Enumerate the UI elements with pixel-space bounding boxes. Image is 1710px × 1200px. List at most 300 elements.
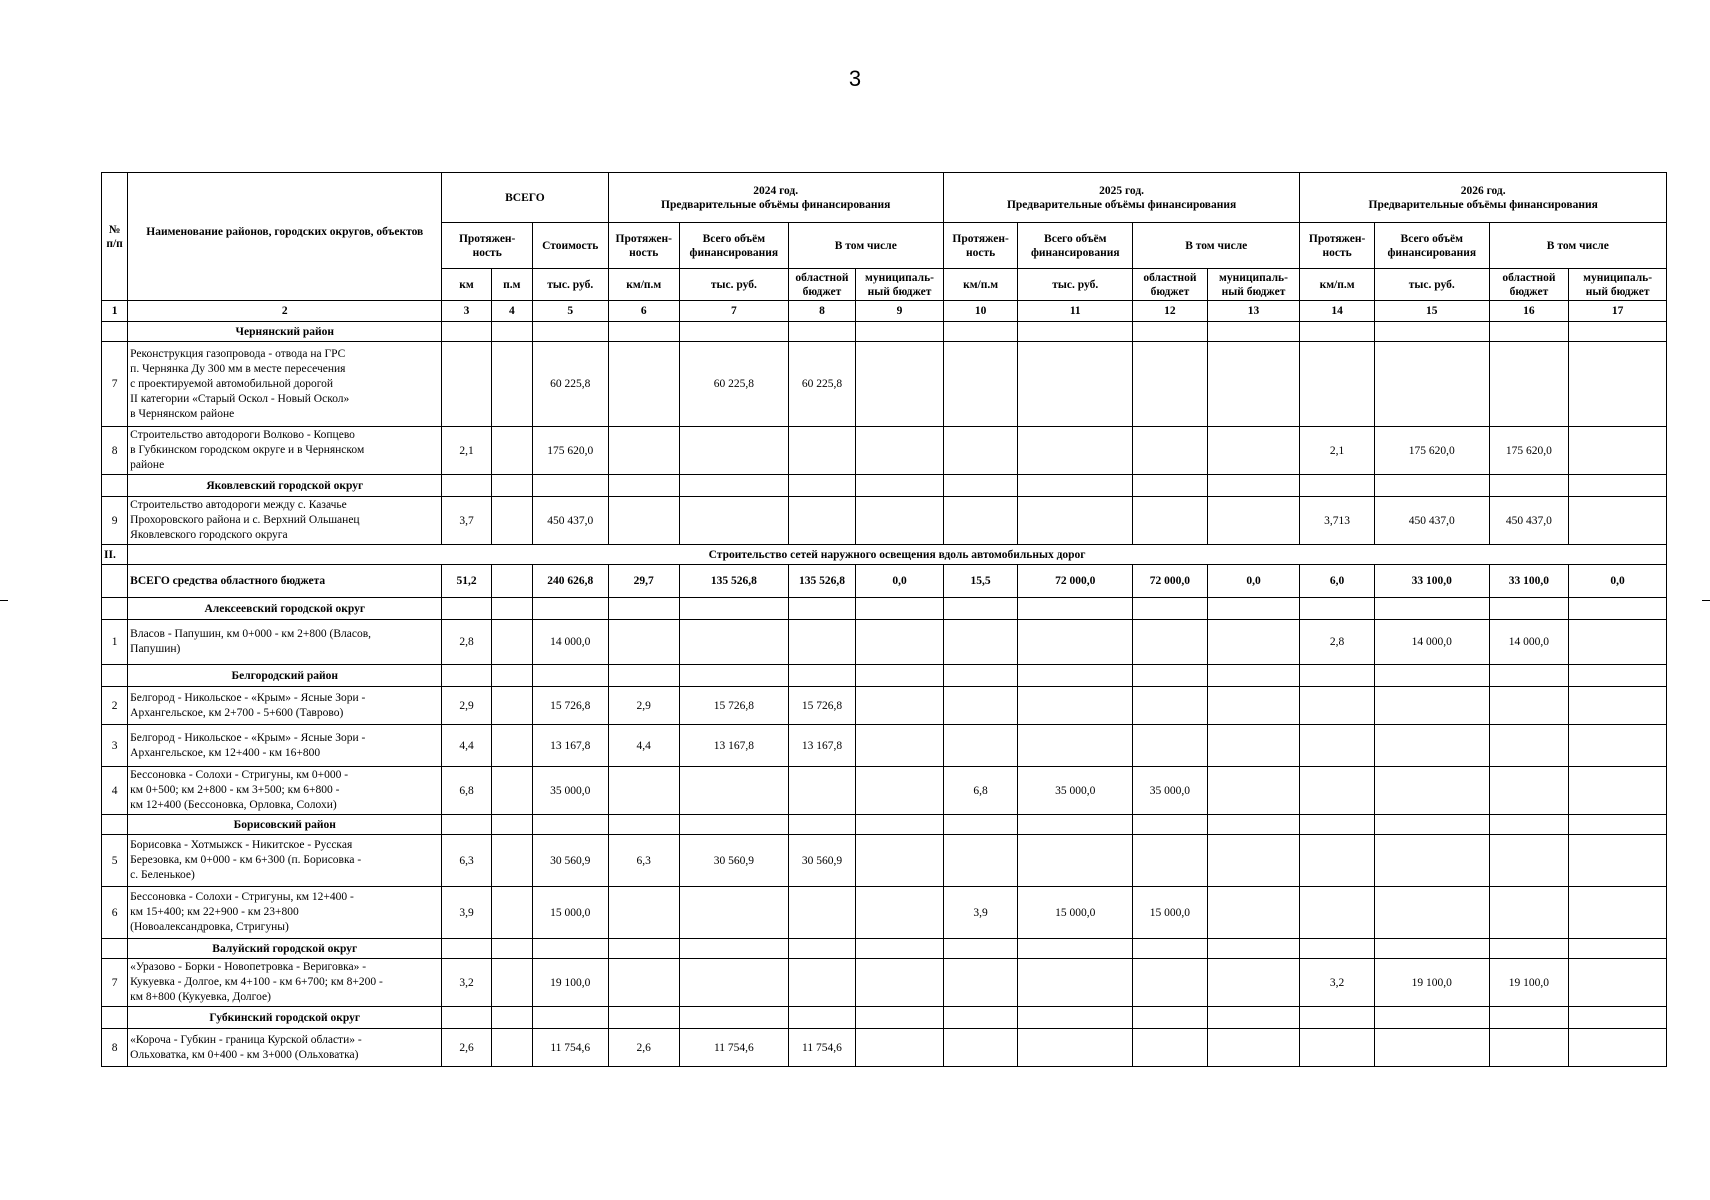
empty-cell — [1374, 665, 1489, 687]
value-cell: 11 754,6 — [679, 1029, 788, 1067]
empty-cell — [1207, 322, 1300, 342]
value-cell — [1489, 887, 1569, 939]
value-cell — [1569, 887, 1667, 939]
value-cell: 6,8 — [943, 767, 1018, 815]
value-cell — [1018, 1029, 1133, 1067]
unit-kmpm-2026: км/п.м — [1300, 269, 1375, 301]
num-cell — [102, 939, 128, 959]
value-cell — [856, 1029, 944, 1067]
value-cell — [1569, 620, 1667, 665]
district-row — [102, 475, 1667, 497]
district-name: Чернянский район — [128, 322, 442, 342]
index-cell: 3 — [442, 301, 491, 322]
empty-cell — [679, 1007, 788, 1029]
value-cell — [1018, 835, 1133, 887]
num-cell: 7 — [102, 342, 128, 427]
empty-cell — [1133, 475, 1208, 497]
value-cell: 33 100,0 — [1489, 565, 1569, 598]
value-cell — [442, 342, 491, 427]
value-cell — [788, 620, 855, 665]
district-row — [102, 322, 1667, 342]
object-name: «Короча - Губкин - граница Курской области» - Ольховатка, км 0+400 - км 3+000 (Ольховатка) — [128, 1029, 442, 1067]
value-cell: 30 560,9 — [532, 835, 608, 887]
value-cell: 60 225,8 — [679, 342, 788, 427]
district-name: Губкинский городской округ — [128, 1007, 442, 1029]
value-cell — [1018, 427, 1133, 475]
num-cell — [102, 1007, 128, 1029]
value-cell: 51,2 — [442, 565, 491, 598]
empty-cell — [788, 322, 855, 342]
value-cell — [1489, 1029, 1569, 1067]
value-cell — [1133, 497, 1208, 545]
value-cell: 175 620,0 — [1374, 427, 1489, 475]
value-cell — [1300, 887, 1375, 939]
empty-cell — [856, 475, 944, 497]
table-row — [102, 342, 1667, 427]
district-row — [102, 598, 1667, 620]
value-cell: 19 100,0 — [532, 959, 608, 1007]
num-cell: 6 — [102, 887, 128, 939]
value-cell: 14 000,0 — [1489, 620, 1569, 665]
value-cell: 15 000,0 — [1018, 887, 1133, 939]
empty-cell — [788, 815, 855, 835]
index-cell: 14 — [1300, 301, 1375, 322]
value-cell — [1018, 687, 1133, 725]
empty-cell — [1374, 475, 1489, 497]
value-cell — [1207, 497, 1300, 545]
value-cell — [608, 342, 679, 427]
value-cell — [943, 342, 1018, 427]
empty-cell — [788, 665, 855, 687]
empty-cell — [442, 322, 491, 342]
value-cell — [1489, 342, 1569, 427]
value-cell: 4,4 — [442, 725, 491, 767]
value-cell — [1133, 427, 1208, 475]
index-cell: 4 — [491, 301, 532, 322]
value-cell: 3,713 — [1300, 497, 1375, 545]
section-row — [102, 545, 1667, 565]
object-name: Реконструкция газопровода - отвода на ГРС п. Чернянка Ду 300 мм в месте пересечения с проектируемой автомобильной дорогой II категории «Старый Оскол - Новый Оскол» в Чернянском районе — [128, 342, 442, 427]
num-cell — [102, 565, 128, 598]
value-cell: 30 560,9 — [788, 835, 855, 887]
value-cell — [1374, 687, 1489, 725]
value-cell — [1133, 1029, 1208, 1067]
value-cell: 15 726,8 — [679, 687, 788, 725]
index-cell: 11 — [1018, 301, 1133, 322]
empty-cell — [608, 939, 679, 959]
empty-cell — [491, 322, 532, 342]
header-total-funding-2024: Всего объём финансирования — [679, 223, 788, 269]
object-name: ВСЕГО средства областного бюджета — [128, 565, 442, 598]
value-cell — [1300, 687, 1375, 725]
empty-cell — [1018, 665, 1133, 687]
empty-cell — [679, 665, 788, 687]
value-cell — [1489, 835, 1569, 887]
empty-cell — [491, 1007, 532, 1029]
empty-cell — [1374, 598, 1489, 620]
value-cell — [1569, 687, 1667, 725]
empty-cell — [856, 598, 944, 620]
value-cell — [856, 427, 944, 475]
value-cell — [856, 342, 944, 427]
empty-cell — [442, 939, 491, 959]
num-cell — [102, 475, 128, 497]
index-cell: 16 — [1489, 301, 1569, 322]
value-cell — [1133, 959, 1208, 1007]
value-cell: 2,9 — [608, 687, 679, 725]
index-cell: 9 — [856, 301, 944, 322]
district-name: Белгородский район — [128, 665, 442, 687]
value-cell: 15 000,0 — [1133, 887, 1208, 939]
value-cell: 0,0 — [1207, 565, 1300, 598]
table-row — [102, 497, 1667, 545]
value-cell: 2,8 — [442, 620, 491, 665]
empty-cell — [1300, 939, 1375, 959]
value-cell: 6,0 — [1300, 565, 1375, 598]
value-cell — [1489, 687, 1569, 725]
value-cell: 2,8 — [1300, 620, 1375, 665]
value-cell: 2,1 — [1300, 427, 1375, 475]
table-row — [102, 620, 1667, 665]
unit-tys-2025: тыс. руб. — [1018, 269, 1133, 301]
value-cell — [1374, 342, 1489, 427]
district-row — [102, 665, 1667, 687]
empty-cell — [1133, 322, 1208, 342]
num-cell: 3 — [102, 725, 128, 767]
empty-cell — [1018, 1007, 1133, 1029]
value-cell — [1133, 687, 1208, 725]
empty-cell — [1300, 665, 1375, 687]
header-2025: 2025 год. Предварительные объёмы финансирования — [943, 173, 1300, 223]
value-cell — [608, 497, 679, 545]
empty-cell — [1018, 598, 1133, 620]
empty-cell — [1018, 815, 1133, 835]
table-row — [102, 427, 1667, 475]
value-cell — [1018, 620, 1133, 665]
value-cell — [491, 620, 532, 665]
num-cell — [102, 598, 128, 620]
value-cell — [608, 427, 679, 475]
empty-cell — [1133, 815, 1208, 835]
num-cell — [102, 665, 128, 687]
district-name: Алексеевский городской округ — [128, 598, 442, 620]
district-name: Борисовский район — [128, 815, 442, 835]
value-cell: 14 000,0 — [532, 620, 608, 665]
unit-kmpm-2024: км/п.м — [608, 269, 679, 301]
value-cell — [679, 959, 788, 1007]
value-cell — [856, 835, 944, 887]
value-cell — [1489, 767, 1569, 815]
empty-cell — [943, 322, 1018, 342]
value-cell: 19 100,0 — [1489, 959, 1569, 1007]
empty-cell — [679, 322, 788, 342]
value-cell — [1569, 1029, 1667, 1067]
unit-kmpm-2025: км/п.м — [943, 269, 1018, 301]
value-cell — [1133, 835, 1208, 887]
value-cell — [491, 835, 532, 887]
value-cell — [856, 767, 944, 815]
empty-cell — [491, 598, 532, 620]
value-cell — [1569, 497, 1667, 545]
value-cell — [679, 497, 788, 545]
empty-cell — [1133, 1007, 1208, 1029]
unit-mun-2025: муниципаль- ный бюджет — [1207, 269, 1300, 301]
value-cell — [1300, 767, 1375, 815]
value-cell: 6,3 — [442, 835, 491, 887]
value-cell — [608, 887, 679, 939]
value-cell — [856, 725, 944, 767]
value-cell — [943, 1029, 1018, 1067]
value-cell — [1207, 687, 1300, 725]
empty-cell — [1300, 815, 1375, 835]
index-cell: 15 — [1374, 301, 1489, 322]
value-cell — [1207, 427, 1300, 475]
section-title: Строительство сетей наружного освещения вдоль автомобильных дорог — [128, 545, 1667, 565]
empty-cell — [1374, 815, 1489, 835]
header-length-2026: Протяжен- ность — [1300, 223, 1375, 269]
value-cell: 3,9 — [943, 887, 1018, 939]
object-name: Белгород - Никольское - «Крым» - Ясные Зори - Архангельское, км 12+400 - км 16+800 — [128, 725, 442, 767]
value-cell — [856, 887, 944, 939]
empty-cell — [943, 815, 1018, 835]
value-cell: 15 726,8 — [788, 687, 855, 725]
object-name: Строительство автодороги Волково - Копцево в Губкинском городском округе и в Чернянском районе — [128, 427, 442, 475]
empty-cell — [608, 1007, 679, 1029]
value-cell: 35 000,0 — [532, 767, 608, 815]
empty-cell — [788, 475, 855, 497]
header-length: Протяжен- ность — [442, 223, 533, 269]
value-cell — [1374, 1029, 1489, 1067]
empty-cell — [608, 475, 679, 497]
index-cell: 10 — [943, 301, 1018, 322]
empty-cell — [1018, 322, 1133, 342]
unit-mun-2024: муниципаль- ный бюджет — [856, 269, 944, 301]
value-cell — [1569, 835, 1667, 887]
column-index-row — [102, 301, 1667, 322]
value-cell — [491, 767, 532, 815]
index-cell: 1 — [102, 301, 128, 322]
value-cell: 13 167,8 — [532, 725, 608, 767]
index-cell: 6 — [608, 301, 679, 322]
empty-cell — [1569, 598, 1667, 620]
value-cell — [943, 959, 1018, 1007]
value-cell: 135 526,8 — [679, 565, 788, 598]
value-cell — [1300, 835, 1375, 887]
value-cell: 0,0 — [1569, 565, 1667, 598]
empty-cell — [532, 1007, 608, 1029]
value-cell: 3,9 — [442, 887, 491, 939]
value-cell — [856, 687, 944, 725]
value-cell — [856, 497, 944, 545]
empty-cell — [1374, 939, 1489, 959]
num-cell — [102, 322, 128, 342]
value-cell — [1207, 1029, 1300, 1067]
value-cell — [1207, 767, 1300, 815]
margin-mark-left — [0, 600, 8, 601]
value-cell — [491, 687, 532, 725]
empty-cell — [532, 939, 608, 959]
empty-cell — [679, 598, 788, 620]
district-row — [102, 939, 1667, 959]
empty-cell — [1569, 1007, 1667, 1029]
table-row — [102, 959, 1667, 1007]
object-name: Борисовка - Хотмыжск - Никитское - Русская Березовка, км 0+000 - км 6+300 (п. Борисовка - с. Беленькое) — [128, 835, 442, 887]
object-name: Белгород - Никольское - «Крым» - Ясные Зори - Архангельское, км 2+700 - 5+600 (Таврово) — [128, 687, 442, 725]
value-cell — [1207, 342, 1300, 427]
value-cell — [1018, 342, 1133, 427]
value-cell: 3,2 — [442, 959, 491, 1007]
header-including-2026: В том числе — [1489, 223, 1666, 269]
empty-cell — [943, 598, 1018, 620]
value-cell — [679, 427, 788, 475]
table-body — [102, 301, 1667, 1067]
index-cell: 17 — [1569, 301, 1667, 322]
empty-cell — [943, 665, 1018, 687]
empty-cell — [788, 598, 855, 620]
header-2024: 2024 год. Предварительные объёмы финансирования — [608, 173, 943, 223]
empty-cell — [1569, 475, 1667, 497]
empty-cell — [1133, 665, 1208, 687]
empty-cell — [608, 598, 679, 620]
value-cell — [788, 767, 855, 815]
value-cell — [491, 959, 532, 1007]
num-cell — [102, 815, 128, 835]
value-cell — [788, 887, 855, 939]
header-length-2025: Протяжен- ность — [943, 223, 1018, 269]
value-cell: 4,4 — [608, 725, 679, 767]
index-cell: 7 — [679, 301, 788, 322]
value-cell — [1133, 725, 1208, 767]
empty-cell — [856, 322, 944, 342]
value-cell: 6,8 — [442, 767, 491, 815]
value-cell — [1374, 835, 1489, 887]
value-cell — [943, 687, 1018, 725]
num-cell: 7 — [102, 959, 128, 1007]
value-cell — [1133, 620, 1208, 665]
value-cell: 2,6 — [442, 1029, 491, 1067]
value-cell — [1207, 959, 1300, 1007]
value-cell — [1207, 835, 1300, 887]
district-row — [102, 1007, 1667, 1029]
district-row — [102, 815, 1667, 835]
empty-cell — [1489, 1007, 1569, 1029]
empty-cell — [679, 815, 788, 835]
financing-table — [101, 172, 1667, 1067]
object-name: Бессоновка - Солохи - Стригуны, км 12+400 - км 15+400; км 22+900 - км 23+800 (Новоалександровка, Стригуны) — [128, 887, 442, 939]
num-cell: 1 — [102, 620, 128, 665]
unit-tys-2026: тыс. руб. — [1374, 269, 1489, 301]
num-cell: 5 — [102, 835, 128, 887]
empty-cell — [1489, 598, 1569, 620]
value-cell: 35 000,0 — [1133, 767, 1208, 815]
value-cell — [491, 427, 532, 475]
value-cell: 72 000,0 — [1018, 565, 1133, 598]
empty-cell — [679, 475, 788, 497]
value-cell — [1207, 887, 1300, 939]
empty-cell — [608, 815, 679, 835]
table-row — [102, 887, 1667, 939]
empty-cell — [1300, 322, 1375, 342]
value-cell: 450 437,0 — [532, 497, 608, 545]
empty-cell — [1207, 815, 1300, 835]
empty-cell — [856, 665, 944, 687]
value-cell — [1018, 725, 1133, 767]
empty-cell — [532, 475, 608, 497]
value-cell — [1374, 767, 1489, 815]
header-num: № п/п — [102, 173, 128, 301]
empty-cell — [788, 939, 855, 959]
value-cell — [1300, 1029, 1375, 1067]
empty-cell — [442, 598, 491, 620]
page-number: 3 — [848, 66, 862, 91]
empty-cell — [491, 475, 532, 497]
value-cell — [1300, 725, 1375, 767]
header-name: Наименование районов, городских округов, объектов — [128, 173, 442, 301]
header-total-funding-2025: Всего объём финансирования — [1018, 223, 1133, 269]
object-name: «Уразово - Борки - Новопетровка - Вериговка» - Кукуевка - Долгое, км 4+100 - км 6+700; км 8+200 - км 8+800 (Кукуевка, Долгое) — [128, 959, 442, 1007]
empty-cell — [608, 665, 679, 687]
empty-cell — [1489, 939, 1569, 959]
empty-cell — [1489, 815, 1569, 835]
unit-pm: п.м — [491, 269, 532, 301]
num-cell: 4 — [102, 767, 128, 815]
empty-cell — [442, 815, 491, 835]
value-cell: 13 167,8 — [679, 725, 788, 767]
value-cell: 19 100,0 — [1374, 959, 1489, 1007]
value-cell: 2,1 — [442, 427, 491, 475]
value-cell — [943, 620, 1018, 665]
empty-cell — [1489, 665, 1569, 687]
value-cell — [491, 725, 532, 767]
empty-cell — [856, 815, 944, 835]
empty-cell — [1018, 939, 1133, 959]
value-cell — [491, 1029, 532, 1067]
value-cell: 30 560,9 — [679, 835, 788, 887]
header-2026: 2026 год. Предварительные объёмы финансирования — [1300, 173, 1667, 223]
empty-cell — [1374, 322, 1489, 342]
empty-cell — [1207, 665, 1300, 687]
value-cell — [679, 887, 788, 939]
empty-cell — [856, 1007, 944, 1029]
value-cell — [608, 767, 679, 815]
unit-obl-2025: областной бюджет — [1133, 269, 1208, 301]
value-cell: 450 437,0 — [1374, 497, 1489, 545]
total-row — [102, 565, 1667, 598]
value-cell — [1569, 342, 1667, 427]
empty-cell — [1300, 475, 1375, 497]
value-cell: 15 000,0 — [532, 887, 608, 939]
value-cell: 3,7 — [442, 497, 491, 545]
value-cell: 175 620,0 — [1489, 427, 1569, 475]
value-cell: 35 000,0 — [1018, 767, 1133, 815]
value-cell — [943, 497, 1018, 545]
value-cell: 60 225,8 — [788, 342, 855, 427]
section-num: II. — [102, 545, 128, 565]
num-cell: 2 — [102, 687, 128, 725]
unit-obl-2024: областной бюджет — [788, 269, 855, 301]
value-cell — [608, 620, 679, 665]
header-cost: Стоимость — [532, 223, 608, 269]
value-cell: 135 526,8 — [788, 565, 855, 598]
unit-km: км — [442, 269, 491, 301]
value-cell — [1569, 959, 1667, 1007]
empty-cell — [1207, 475, 1300, 497]
empty-cell — [1207, 1007, 1300, 1029]
header-total: ВСЕГО — [442, 173, 608, 223]
empty-cell — [608, 322, 679, 342]
empty-cell — [1300, 1007, 1375, 1029]
header-total-funding-2026: Всего объём финансирования — [1374, 223, 1489, 269]
